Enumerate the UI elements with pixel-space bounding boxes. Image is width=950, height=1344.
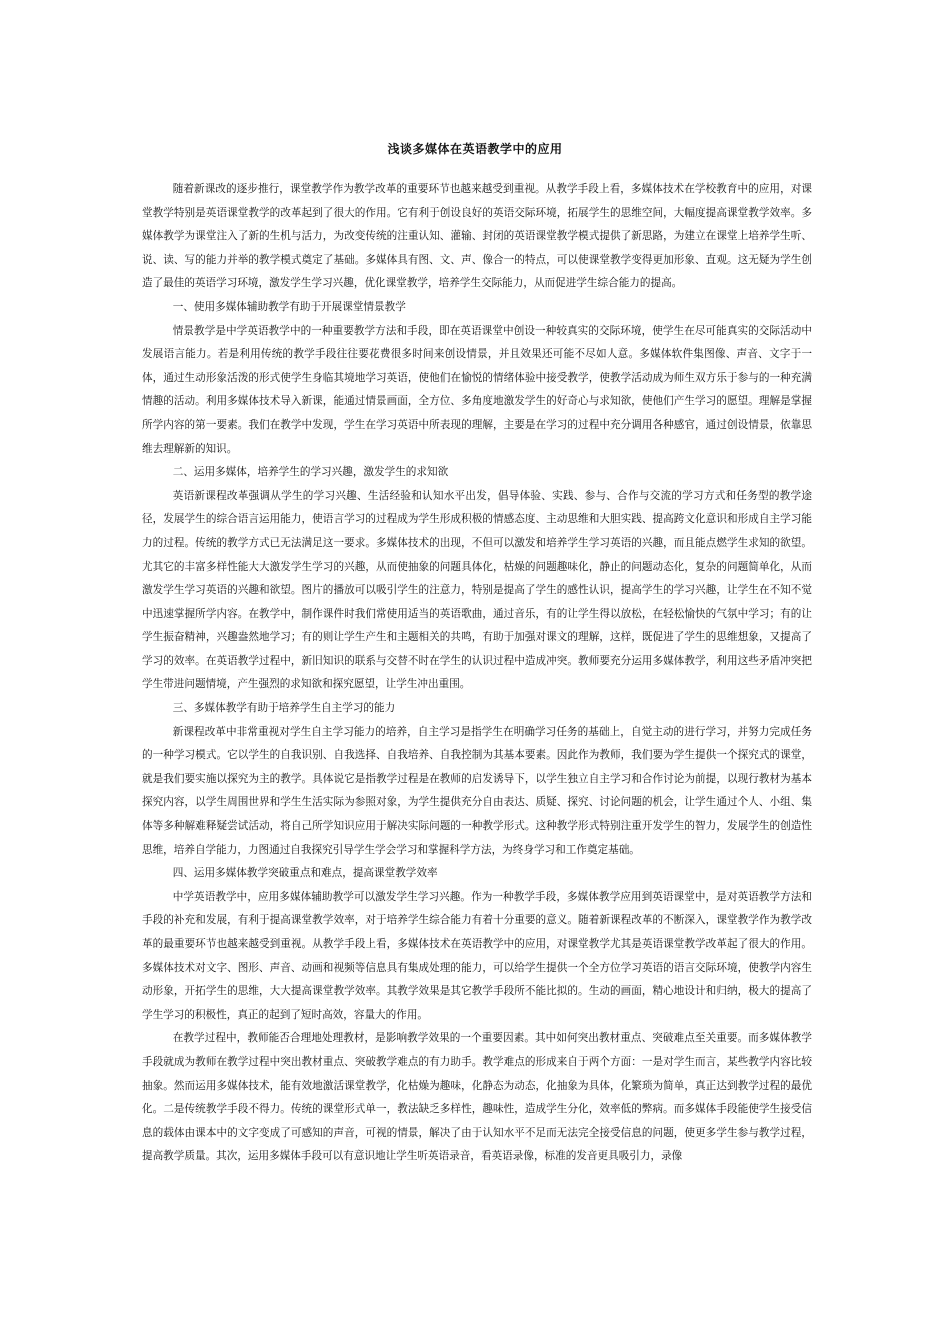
- section-1-paragraph: 情景教学是中学英语教学中的一种重要教学方法和手段，即在英语课堂中创设一种较真实的交际环境，使学生在尽可能真实的交际活动中发展语言能力。若是利用传统的教学手段往往要花费很多时间来创设情景，并且效果还可能不尽如人意。多媒体软件集图像、声音、文字于一体，通过生动形象活泼的形式使学生身临其境地学习英语，使他们在愉悦的情绪体验中接受教学，使教学活动成为师生双方乐于参与的一种充满情趣的活动。利用多媒体技术导入新课，能通过情景画面，全方位、多角度地激发学生的好奇心与求知欲，使他们产生学习的愿望。理解是掌握所学内容的第一要素。我们在教学中发现，学生在学习英语中所表现的理解，主要是在学习的过程中充分调用各种感官，通过创设情景，依靠思维去理解新的知识。: [142, 324, 812, 455]
- section-heading-1: 一、使用多媒体辅助教学有助于开展课堂情景教学: [172, 300, 406, 313]
- section-heading-3: 三、多媒体教学有助于培养学生自主学习的能力: [172, 702, 396, 715]
- document-title: 浅谈多媒体在英语教学中的应用: [387, 142, 563, 156]
- section-2-paragraph: 英语新课程改革强调从学生的学习兴趣、生活经验和认知水平出发，倡导体验、实践、参与、合作与交流的学习方式和任务型的教学途径，发展学生的综合语言运用能力，使语言学习的过程成为学生形成积极的情感态度、主动思维和大胆实践、提高跨文化意识和形成自主学习能力的过程。传统的教学方式已无法满足这一要求。多媒体技术的出现，不但可以激发和培养学生学习英语的兴趣，而且能点燃学生求知的欲望。尤其它的丰富多样性能大大激发学生学习的兴趣，从而使抽象的问题具体化，枯燥的问题趣味化，静止的问题动态化，复杂的问题简单化，从而激发学生学习英语的兴趣和欲望。图片的播放可以吸引学生的注意力，特别是提高了学生的感性认识，提高学生的学习兴趣，让学生在不知不觉中迅速掌握所学内容。在教学中，制作课件时我们常使用适当的英语歌曲，通过音乐，有的让学生得以放松，在轻松愉快的气氛中学习；有的让学生振奋精神，兴趣盎然地学习；有的则让学生产生和主题相关的共鸣，有助于加强对课文的理解，这样，既促进了学生的思维想象，又提高了学习的效率。在英语教学过程中，新旧知识的联系与交替不时在学生的认识过程中造成冲突。教师要充分运用多媒体教学，利用这些矛盾冲突把学生带进问题情境，产生强烈的求知欲和探究愿望，让学生冲出重围。: [142, 489, 812, 691]
- section-3-paragraph: 新课程改革中非常重视对学生自主学习能力的培养，自主学习是指学生在明确学习任务的基础上，自觉主动的进行学习，并努力完成任务的一种学习模式。它以学生的自我识别、自我选择、自我培养、自我控制为其基本要素。因此作为教师，我们要为学生提供一个探究式的课堂，就是我们要实施以探究为主的教学。具体说它是指教学过程是在教师的启发诱导下，以学生独立自主学习和合作讨论为前提，以现行教材为基本探究内容，以学生周围世界和学生生活实际为参照对象，为学生提供充分自由表达、质疑、探究、讨论问题的机会，让学生通过个人、小组、集体等多种解难释疑尝试活动，将自己所学知识应用于解决实际问题的一种教学形式。这种教学形式特别注重开发学生的智力，发展学生的创造性思维，培养自学能力，力图通过自我探究引导学生学会学习和掌握科学方法，为终身学习和工作奠定基础。: [142, 725, 812, 856]
- section-heading-4: 四、运用多媒体教学突破重点和难点，提高课堂教学效率: [172, 867, 438, 880]
- section-heading-2: 二、运用多媒体，培养学生的学习兴趣，激发学生的求知欲: [172, 466, 449, 479]
- document-body: [142, 178, 812, 1169]
- intro-paragraph: 随着新课改的逐步推行，课堂教学作为教学改革的重要环节也越来越受到重视。从教学手段上看，多媒体技术在学校教育中的应用，对课堂教学特别是英语课堂教学的改革起到了很大的作用。它有利于创设良好的英语交际环境，拓展学生的思维空间，大幅度提高课堂教学效率。多媒体教学为课堂注入了新的生机与活力，为改变传统的注重认知、灌输、封闭的英语课堂教学模式提供了新思路，为建立在课堂上培养学生听、说、读、写的能力并举的教学模式奠定了基础。多媒体具有图、文、声、像合一的特点，可以使课堂教学变得更加形象、直观。这无疑为学生创造了最佳的英语学习环境，激发学生学习兴趣，优化课堂教学，培养学生交际能力，从而促进学生综合能力的提高。: [142, 183, 812, 290]
- section-4-paragraph-1: 中学英语教学中，应用多媒体辅助教学可以激发学生学习兴趣。作为一种教学手段，多媒体教学应用到英语课堂中，是对英语教学方法和手段的补充和发展，有利于提高课堂教学效率，对于培养学生综合能力有着十分重要的意义。随着新课程改革的不断深入，课堂教学作为教学改革的最重要环节也越来越受到重视。从教学手段上看，多媒体技术在英语教学中的应用，对课堂教学尤其是英语课堂教学改革起了很大的作用。多媒体技术对文字、图形、声音、动画和视频等信息具有集成处理的能力，可以给学生提供一个全方位学习英语的语言交际环境，使教学内容生动形象，开拓学生的思维，大大提高课堂教学效率。其教学效果是其它教学手段所不能比拟的。生动的画面，精心地设计和归纳，极大的提高了学生学习的积极性，真正的起到了短时高效，容量大的作用。: [142, 890, 812, 1021]
- section-4-paragraph-2: 在教学过程中，教师能否合理地处理教材，是影响教学效果的一个重要因素。其中如何突出教材重点、突破难点至关重要。而多媒体教学手段就成为教师在教学过程中突出教材重点、突破教学难点的有力助手。教学难点的形成来自于两个方面：一是对学生而言，某些教学内容比较抽象。然而运用多媒体技术，能有效地激活课堂教学，化枯燥为趣味，化静态为动态，化抽象为具体，化繁琐为简单，真正达到教学过程的最优化。二是传统教学手段不得力。传统的课堂形式单一，教法缺乏多样性，趣味性，造成学生分化，效率低的弊病。而多媒体手段能使学生接受信息的载体由课本中的文字变成了可感知的声音，可视的情景，解决了由于认知水平不足而无法完全接受信息的问题，使更多学生参与教学过程，提高教学质量。其次，运用多媒体手段可以有意识地让学生听英语录音，看英语录像，标准的发音更具吸引力，录像: [142, 1032, 812, 1163]
